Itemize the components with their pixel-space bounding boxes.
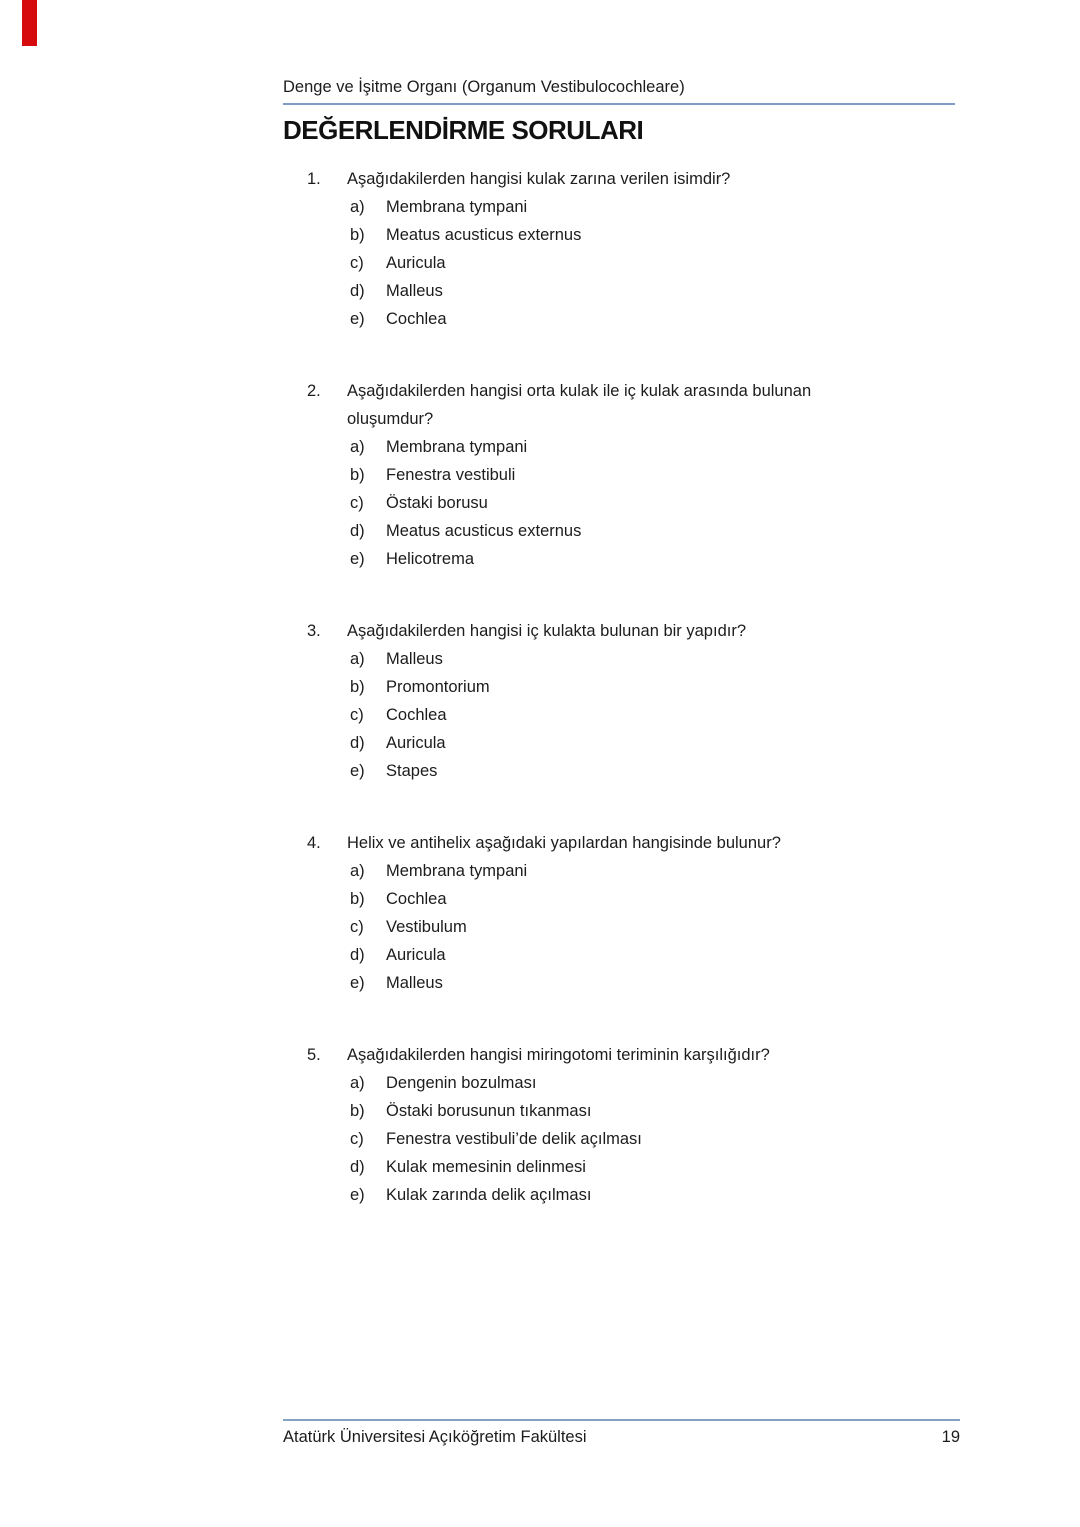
question-number: 4. <box>307 834 321 852</box>
question-block <box>283 829 959 997</box>
option-row <box>283 433 959 461</box>
option-text: Dengenin bozulması <box>386 1074 537 1092</box>
option-letter: a) <box>350 1074 365 1092</box>
question-text <box>347 617 959 645</box>
question-number: 3. <box>307 622 321 640</box>
option-text: Fenestra vestibuli <box>386 466 516 484</box>
option-letter: e) <box>350 1186 365 1204</box>
option-letter: d) <box>350 1158 365 1176</box>
option-row <box>283 461 959 489</box>
option-row <box>283 517 959 545</box>
option-letter: d) <box>350 946 365 964</box>
option-text: Kulak memesinin delinmesi <box>386 1158 586 1176</box>
option-row <box>283 1125 959 1153</box>
option-letter: a) <box>350 862 365 880</box>
option-row <box>283 645 959 673</box>
page-number: 19 <box>941 1428 960 1446</box>
question-block <box>283 1041 959 1209</box>
option-row <box>283 305 959 333</box>
option-row <box>283 249 959 277</box>
option-text: Östaki borusunun tıkanması <box>386 1102 592 1120</box>
option-row <box>283 885 959 913</box>
option-text: Membrana tympani <box>386 862 528 880</box>
option-row <box>283 489 959 517</box>
option-text: Cochlea <box>386 706 447 724</box>
option-letter: d) <box>350 522 365 540</box>
document-header <box>283 76 955 105</box>
header-text: Denge ve İşitme Organı (Organum Vestibulocochleare) <box>283 78 685 96</box>
question-line <box>283 377 959 433</box>
option-letter: c) <box>350 706 364 724</box>
option-text: Promontorium <box>386 678 490 696</box>
option-text: Membrana tympani <box>386 198 528 216</box>
question-text-line: Aşağıdakilerden hangisi iç kulakta bulunan bir yapıdır? <box>347 622 746 640</box>
option-row <box>283 701 959 729</box>
option-letter: a) <box>350 650 365 668</box>
option-letter: e) <box>350 310 365 328</box>
question-number: 5. <box>307 1046 321 1064</box>
option-letter: e) <box>350 762 365 780</box>
option-text: Auricula <box>386 254 446 272</box>
question-text-line: Aşağıdakilerden hangisi kulak zarına verilen isimdir? <box>347 170 731 188</box>
option-letter: c) <box>350 254 364 272</box>
footer-institution: Atatürk Üniversitesi Açıköğretim Fakültesi <box>283 1428 587 1446</box>
question-line <box>283 829 959 857</box>
option-letter: a) <box>350 198 365 216</box>
question-text-line: oluşumdur? <box>347 410 434 428</box>
question-number: 1. <box>307 170 321 188</box>
option-row <box>283 1153 959 1181</box>
option-text: Meatus acusticus externus <box>386 522 582 540</box>
question-text <box>347 1041 959 1069</box>
question-line <box>283 617 959 645</box>
option-letter: d) <box>350 734 365 752</box>
question-text-line: Aşağıdakilerden hangisi orta kulak ile iç kulak arasında bulunan <box>347 382 812 400</box>
option-letter: b) <box>350 466 365 484</box>
option-letter: b) <box>350 1102 365 1120</box>
option-letter: e) <box>350 550 365 568</box>
question-line <box>283 165 959 193</box>
option-letter: c) <box>350 494 364 512</box>
question-block <box>283 617 959 785</box>
option-letter: b) <box>350 678 365 696</box>
question-text <box>347 377 959 433</box>
option-text: Vestibulum <box>386 918 467 936</box>
question-text-line: Helix ve antihelix aşağıdaki yapılardan hangisinde bulunur? <box>347 834 781 852</box>
red-corner-mark <box>22 0 37 46</box>
option-row <box>283 1069 959 1097</box>
option-row <box>283 941 959 969</box>
question-block <box>283 165 959 333</box>
option-letter: b) <box>350 890 365 908</box>
question-text <box>347 829 959 857</box>
option-row <box>283 193 959 221</box>
question-line <box>283 1041 959 1069</box>
option-text: Auricula <box>386 946 446 964</box>
option-row <box>283 1097 959 1125</box>
option-text: Cochlea <box>386 890 447 908</box>
option-row <box>283 1181 959 1209</box>
page-footer <box>283 1419 960 1448</box>
option-text: Malleus <box>386 282 443 300</box>
option-row <box>283 673 959 701</box>
option-row <box>283 277 959 305</box>
option-text: Fenestra vestibuli’de delik açılması <box>386 1130 642 1148</box>
option-row <box>283 913 959 941</box>
option-text: Malleus <box>386 974 443 992</box>
option-letter: d) <box>350 282 365 300</box>
option-letter: a) <box>350 438 365 456</box>
option-text: Stapes <box>386 762 438 780</box>
question-text <box>347 165 959 193</box>
option-text: Kulak zarında delik açılması <box>386 1186 592 1204</box>
option-text: Östaki borusu <box>386 494 488 512</box>
option-row <box>283 969 959 997</box>
page-title: DEĞERLENDİRME SORULARI <box>283 115 644 145</box>
option-text: Malleus <box>386 650 443 668</box>
question-block <box>283 377 959 573</box>
option-letter: e) <box>350 974 365 992</box>
option-row <box>283 857 959 885</box>
option-text: Auricula <box>386 734 446 752</box>
option-letter: c) <box>350 918 364 936</box>
option-text: Cochlea <box>386 310 447 328</box>
question-number: 2. <box>307 382 321 400</box>
option-letter: b) <box>350 226 365 244</box>
option-row <box>283 757 959 785</box>
option-text: Helicotrema <box>386 550 475 568</box>
option-row <box>283 545 959 573</box>
option-row <box>283 729 959 757</box>
option-row <box>283 221 959 249</box>
question-text-line: Aşağıdakilerden hangisi miringotomi teriminin karşılığıdır? <box>347 1046 770 1064</box>
question-list <box>283 165 959 1253</box>
option-text: Meatus acusticus externus <box>386 226 582 244</box>
option-letter: c) <box>350 1130 364 1148</box>
option-text: Membrana tympani <box>386 438 528 456</box>
